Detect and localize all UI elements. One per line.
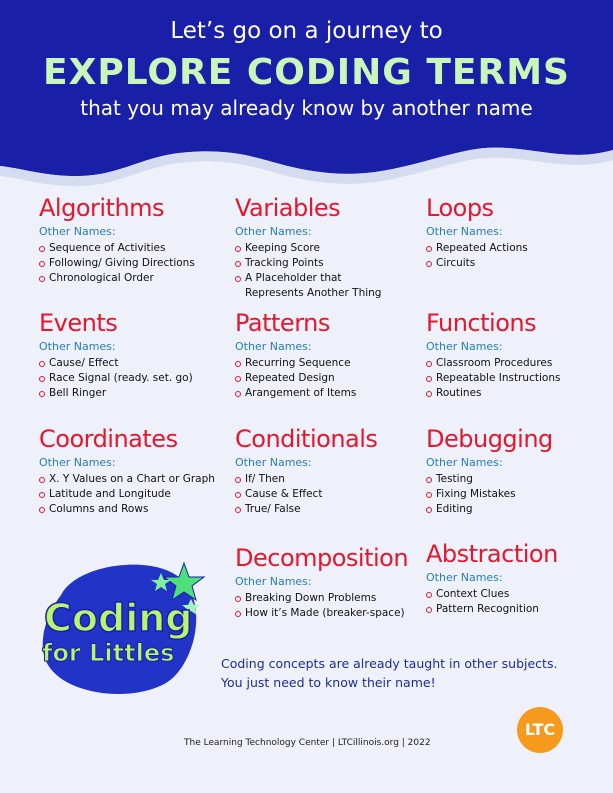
note-line1: Coding concepts are already taught in other subjects. [221,656,558,671]
list-item: Latitude and Longitude [39,487,215,502]
term-title: Algorithms [39,194,165,222]
list-item: Routines [426,386,560,401]
list-item: Race Signal (ready. set. go) [39,371,193,386]
logo-line1: Coding [44,596,193,640]
term-decomposition [235,543,408,621]
list-item: Repeated Actions [426,241,528,256]
other-names-label: Other Names: [426,571,503,584]
header-headline: EXPLORE CODING TERMS [43,52,570,93]
header-intro: Let’s go on a journey to [170,18,443,44]
term-debugging [426,424,553,517]
list-item: Tracking Points [235,256,385,271]
list-item: Breaking Down Problems [235,591,408,606]
note-line2: You just need to know their name! [221,675,436,690]
term-title: Debugging [426,425,553,453]
list-item: Columns and Rows [39,502,215,517]
list-item: Context Clues [426,587,558,602]
other-names-label: Other Names: [426,340,503,353]
list-item: Repeatable Instructions [426,371,560,386]
other-names-label: Other Names: [235,575,312,588]
list-item: A Placeholder that Represents Another Thing [235,271,385,301]
list-item: If/ Then [235,472,377,487]
term-title: Conditionals [235,425,378,453]
term-coordinates [39,424,215,517]
term-title: Variables [235,194,341,222]
term-algorithms [39,193,195,286]
term-conditionals [235,424,377,517]
closing-note [221,654,557,692]
other-names-label: Other Names: [426,456,503,469]
list-item: Circuits [426,256,528,271]
header-banner [0,0,613,200]
term-variables [235,193,385,301]
other-names-label: Other Names: [426,225,503,238]
list-item: True/ False [235,502,377,517]
term-patterns [235,308,356,401]
term-title: Functions [426,309,537,337]
coding-for-littles-logo [36,555,226,700]
list-item: Recurring Sequence [235,356,356,371]
ltc-badge: LTC [517,707,563,753]
term-abstraction [426,539,558,617]
other-names-label: Other Names: [39,340,116,353]
list-item: How it’s Made (breaker-space) [235,606,408,621]
list-item: Classroom Procedures [426,356,560,371]
list-item: Testing [426,472,553,487]
term-events [39,308,193,401]
other-names-label: Other Names: [235,225,312,238]
list-item: Arangement of Items [235,386,356,401]
term-loops [426,193,528,271]
other-names-label: Other Names: [235,456,312,469]
list-item: Bell Ringer [39,386,193,401]
term-title: Loops [426,194,494,222]
list-item: Fixing Mistakes [426,487,553,502]
term-title: Patterns [235,309,330,337]
term-title: Events [39,309,118,337]
term-functions [426,308,560,401]
list-item: Cause & Effect [235,487,377,502]
list-item: Keeping Score [235,241,385,256]
footer-credits: The Learning Technology Center | LTCillinois.org | 2022 [184,738,431,748]
list-item: Repeated Design [235,371,356,386]
list-item: Following/ Giving Directions [39,256,195,271]
other-names-label: Other Names: [39,456,116,469]
term-title: Abstraction [426,540,558,568]
list-item: Chronological Order [39,271,195,286]
term-title: Coordinates [39,425,178,453]
other-names-label: Other Names: [39,225,116,238]
list-item: Editing [426,502,553,517]
other-names-label: Other Names: [235,340,312,353]
list-item: Sequence of Activities [39,241,195,256]
logo-line2: for Littles [42,639,175,667]
list-item: Cause/ Effect [39,356,193,371]
list-item: Pattern Recognition [426,602,558,617]
header-subtitle: that you may already know by another name [80,96,533,120]
term-title: Decomposition [235,544,409,572]
list-item: X. Y Values on a Chart or Graph [39,472,215,487]
